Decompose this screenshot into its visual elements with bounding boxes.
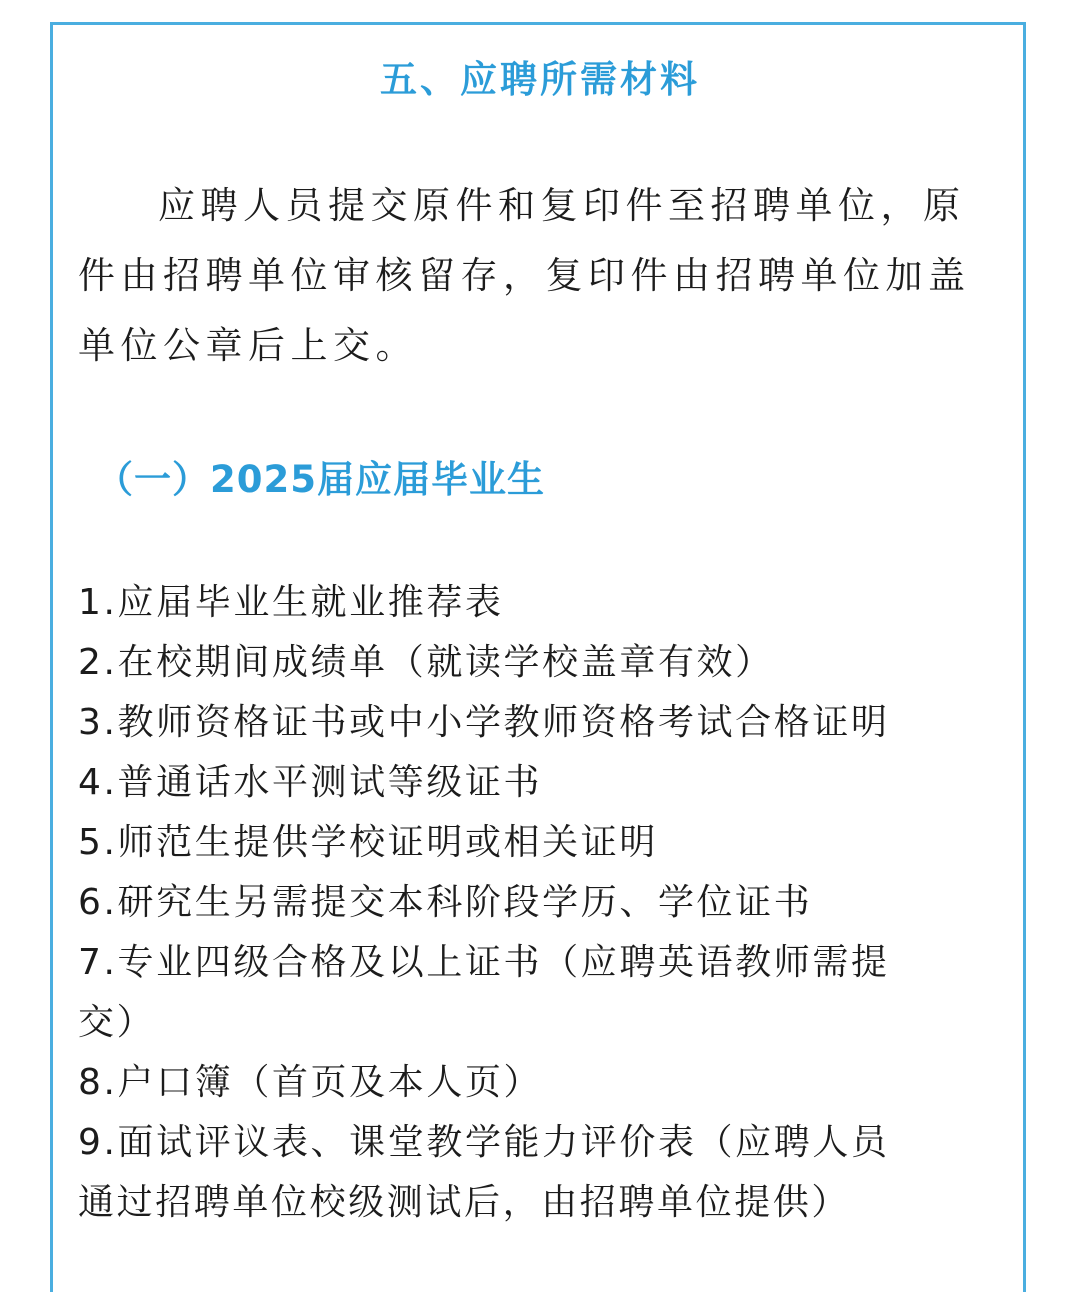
intro-line: 件由招聘单位审核留存，复印件由招聘单位加盖 (78, 254, 971, 297)
list-item (78, 1053, 1008, 1113)
list-item-text: 2.在校期间成绩单（就读学校盖章有效） (78, 642, 774, 683)
list-item-text: 5.师范生提供学校证明或相关证明 (78, 822, 658, 863)
section-title: 五、应聘所需材料 (380, 58, 700, 101)
list-item-text: 3.教师资格证书或中小学教师资格考试合格证明 (78, 702, 890, 743)
list-item-text: 8.户口簿（首页及本人页） (78, 1062, 543, 1103)
intro-line: 单位公章后上交。 (78, 324, 418, 367)
intro-paragraph (78, 171, 1008, 381)
list-item-text: 1.应届毕业生就业推荐表 (78, 582, 504, 623)
list-item (78, 573, 1008, 633)
list-item (78, 933, 1008, 1053)
list-item-text: 9.面试评议表、课堂教学能力评价表（应聘人员 (78, 1122, 890, 1163)
list-item-text: 7.专业四级合格及以上证书（应聘英语教师需提 (78, 942, 890, 983)
list-item-text: 4.普通话水平测试等级证书 (78, 762, 543, 803)
list-item-text-continued: 通过招聘单位校级测试后，由招聘单位提供） (78, 1182, 851, 1223)
list-item (78, 693, 1008, 753)
list-item (78, 873, 1008, 933)
list-item (78, 633, 1008, 693)
list-item-text: 6.研究生另需提交本科阶段学历、学位证书 (78, 882, 813, 923)
list-item-text-continued: 交） (78, 1002, 156, 1043)
list-item (78, 753, 1008, 813)
list-item (78, 813, 1008, 873)
intro-line: 应聘人员提交原件和复印件至招聘单位，原 (158, 184, 966, 227)
graduates-subtitle: （一）2025届应届毕业生 (96, 458, 545, 501)
materials-list (78, 573, 1008, 1233)
list-item (78, 1113, 1008, 1233)
